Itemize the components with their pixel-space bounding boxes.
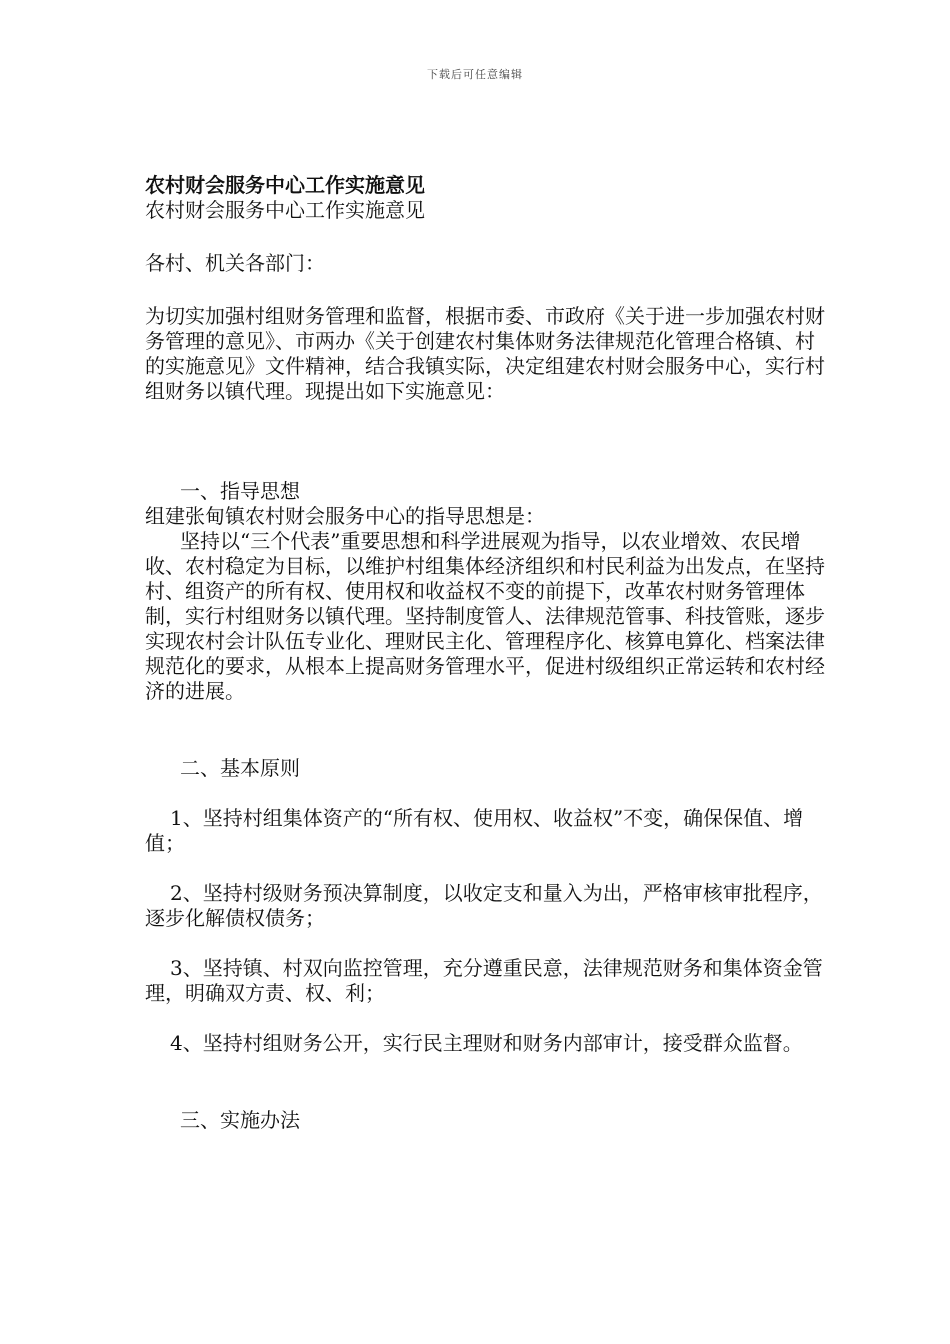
intro-paragraph: 为切实加强村组财务管理和监督，根据市委、市政府《关于进一步加强农村财务管理的意见》、市两办《关于创建农村集体财务法律规范化管理合格镇、村的实施意见》文件精神，结合我镇实际，决定组建农村财会服务中心，实行村组财务以镇代理。现提出如下实施意见： [145,304,825,403]
section-1-heading: 一、指导思想 [180,479,300,503]
principle-item: 1、坚持村组集体资产的“所有权、使用权、收益权”不变，确保保值、增值； [145,806,804,855]
section-1-lead: 组建张甸镇农村财会服务中心的指导思想是： [145,504,545,528]
section-2-heading: 二、基本原则 [180,756,300,780]
principle-item: 2、坚持村级财务预决算制度，以收定支和量入为出，严格审核审批程序，逐步化解债权债务； [145,881,823,930]
principle-item: 4、坚持村组财务公开，实行民主理财和财务内部审计，接受群众监督。 [170,1031,803,1055]
page-header-note: 下载后可任意编辑 [427,68,523,81]
document-title-bold: 农村财会服务中心工作实施意见 [145,173,425,197]
section-1-body: 坚持以“三个代表”重要思想和科学进展观为指导，以农业增效、农民增收、农村稳定为目标，以维护村组集体经济组织和村民利益为出发点，在坚持村、组资产的所有权、使用权和收益权不变的前提下，改革农村财务管理体制，实行村组财务以镇代理。坚持制度管人、法律规范管事、科技管账，逐步实现农村会计队伍专业化、理财民主化、管理程序化、核算电算化、档案法律规范化的要求，从根本上提高财务管理水平，促进村级组织正常运转和农村经济的进展。 [145,529,825,703]
principle-item: 3、坚持镇、村双向监控管理，充分遵重民意，法律规范财务和集体资金管理，明确双方责、权、利； [145,956,823,1005]
section-3-heading: 三、实施办法 [180,1108,300,1132]
salutation: 各村、机关各部门： [145,251,325,275]
document-body [145,172,825,1133]
document-title: 农村财会服务中心工作实施意见 [145,198,425,222]
